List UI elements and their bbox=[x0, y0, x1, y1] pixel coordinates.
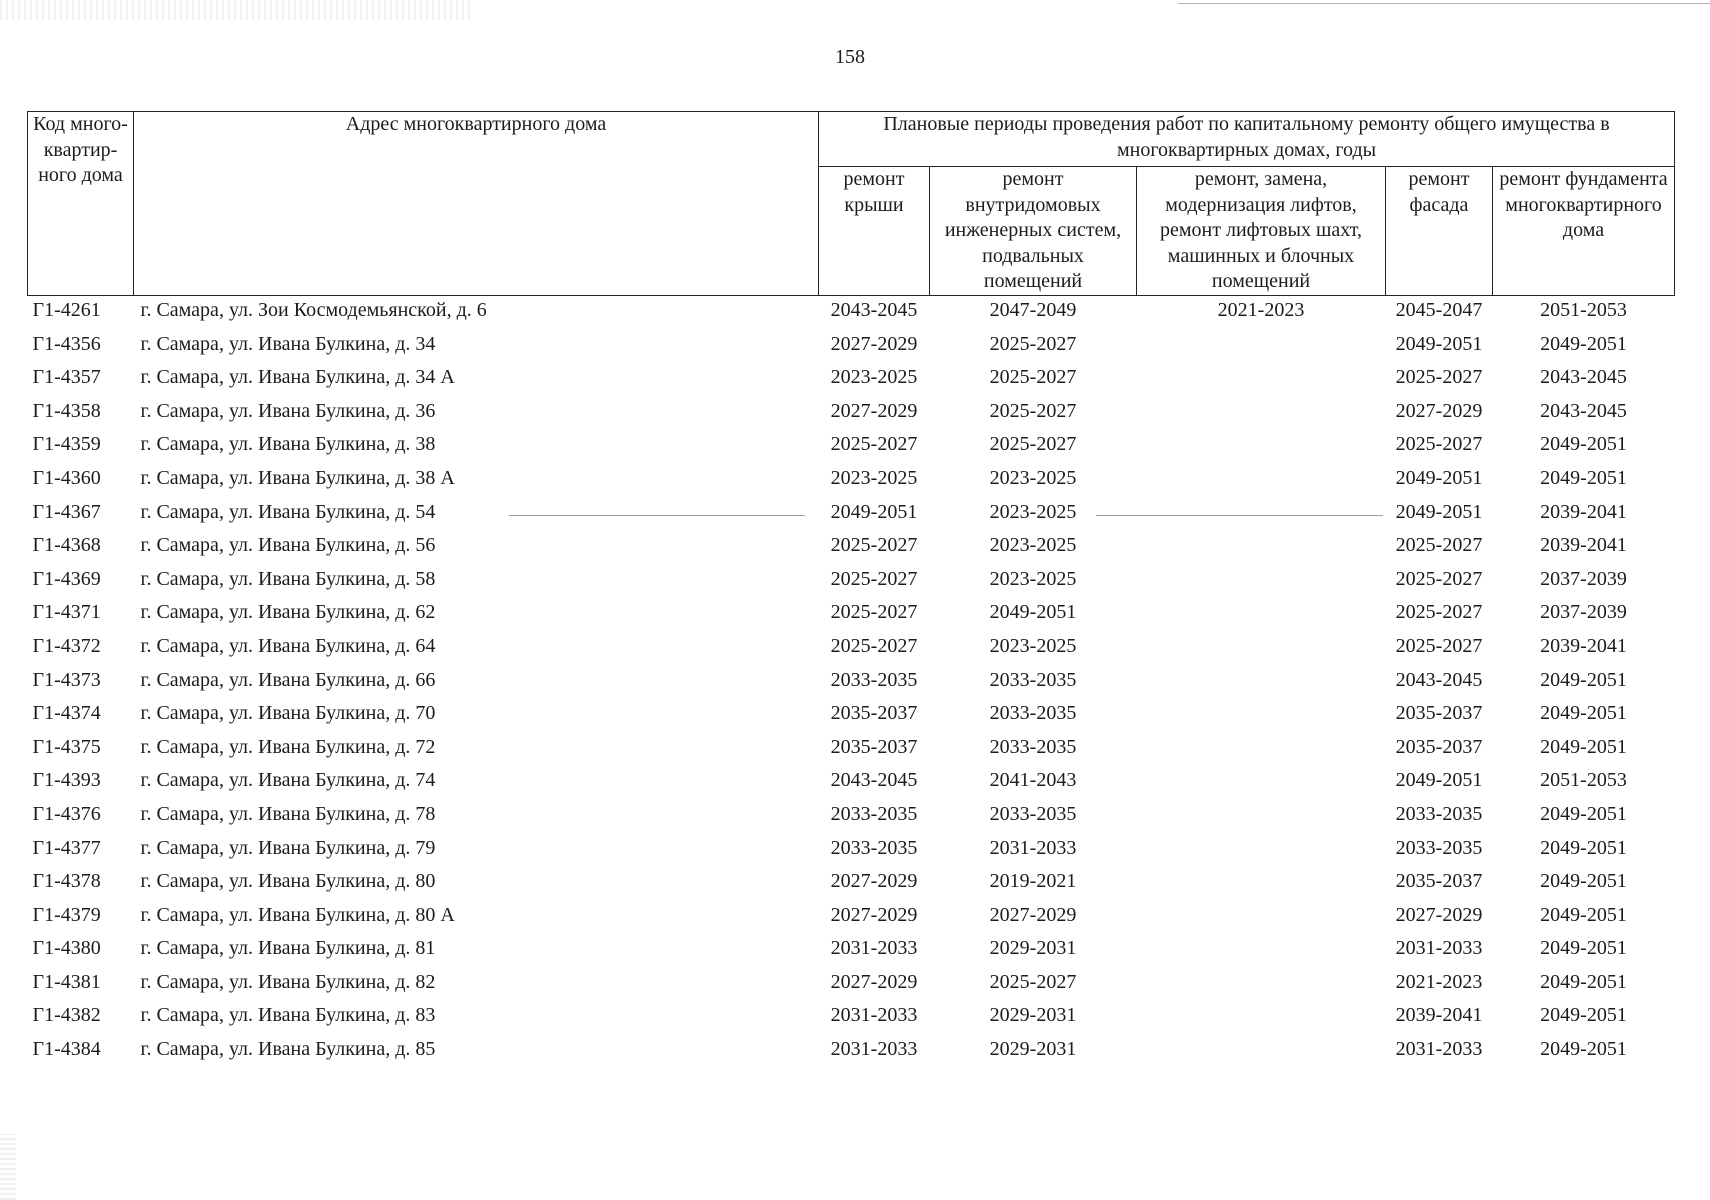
cell-engineering: 2047-2049 bbox=[989, 299, 1077, 321]
cell-elevators bbox=[1137, 430, 1386, 464]
cell-facade: 2035-2037 bbox=[1395, 735, 1483, 758]
table-row bbox=[28, 464, 1675, 498]
cell-foundation: 2043-2045 bbox=[1540, 399, 1627, 422]
cell-engineering: 2031-2033 bbox=[989, 836, 1077, 859]
cell-elevators bbox=[1137, 934, 1386, 968]
cell-foundation: 2039-2041 bbox=[1540, 500, 1627, 523]
table-row bbox=[28, 800, 1675, 834]
cell-foundation: 2049-2051 bbox=[1540, 466, 1627, 489]
cell-code: Г1-4379 bbox=[32, 903, 101, 926]
header-line: подвальных bbox=[982, 244, 1084, 267]
cell-address: г. Самара, ул. Ивана Булкина, д. 80 bbox=[140, 870, 436, 893]
cell-engineering: 2025-2027 bbox=[989, 970, 1077, 993]
scan-noise bbox=[0, 1134, 16, 1200]
table-row bbox=[28, 498, 1675, 532]
capital-repair-schedule-table bbox=[27, 111, 1675, 1069]
cell-facade: 2025-2027 bbox=[1395, 433, 1483, 456]
cell-foundation: 2049-2051 bbox=[1540, 735, 1627, 758]
header-line: Плановые периоды проведения работ по капитальному ремонту общего имущества в bbox=[883, 113, 1610, 135]
cell-roof: 2033-2035 bbox=[830, 802, 918, 825]
cell-elevators bbox=[1137, 800, 1386, 834]
cell-facade: 2049-2051 bbox=[1395, 466, 1483, 489]
cell-engineering: 2033-2035 bbox=[989, 668, 1077, 691]
cell-facade: 2033-2035 bbox=[1395, 802, 1483, 825]
header-line: ремонт bbox=[1002, 168, 1064, 190]
cell-code: Г1-4369 bbox=[32, 567, 101, 590]
cell-engineering: 2049-2051 bbox=[989, 601, 1077, 624]
cell-facade: 2049-2051 bbox=[1395, 769, 1483, 792]
cell-code: Г1-4357 bbox=[32, 366, 101, 389]
cell-address: г. Самара, ул. Ивана Булкина, д. 54 bbox=[140, 500, 436, 523]
cell-roof: 2027-2029 bbox=[830, 399, 918, 422]
cell-foundation: 2049-2051 bbox=[1540, 332, 1627, 355]
cell-address: г. Самара, ул. Ивана Булкина, д. 85 bbox=[140, 1038, 436, 1061]
cell-engineering: 2029-2031 bbox=[989, 1038, 1077, 1061]
table-row bbox=[28, 968, 1675, 1002]
cell-elevators bbox=[1137, 834, 1386, 868]
cell-elevators bbox=[1137, 632, 1386, 666]
cell-roof: 2025-2027 bbox=[830, 534, 918, 557]
table-row bbox=[28, 598, 1675, 632]
cell-address: г. Самара, ул. Ивана Булкина, д. 80 А bbox=[140, 903, 455, 926]
cell-code: Г1-4373 bbox=[32, 668, 101, 691]
scan-line bbox=[1096, 515, 1383, 516]
cell-elevators bbox=[1137, 598, 1386, 632]
cell-code: Г1-4368 bbox=[32, 534, 101, 557]
cell-elevators bbox=[1137, 565, 1386, 599]
cell-code: Г1-4371 bbox=[32, 601, 101, 624]
cell-foundation: 2037-2039 bbox=[1540, 567, 1627, 590]
cell-foundation: 2049-2051 bbox=[1540, 937, 1627, 960]
table-row bbox=[28, 733, 1675, 767]
cell-elevators bbox=[1137, 464, 1386, 498]
cell-address: г. Самара, ул. Ивана Булкина, д. 81 bbox=[140, 937, 436, 960]
header-periods bbox=[819, 112, 1675, 167]
cell-facade: 2025-2027 bbox=[1395, 567, 1483, 590]
header-line: модернизация лифтов, bbox=[1165, 193, 1357, 216]
cell-engineering: 2023-2025 bbox=[989, 500, 1077, 523]
cell-roof: 2025-2027 bbox=[830, 433, 918, 456]
cell-roof: 2025-2027 bbox=[830, 601, 918, 624]
cell-engineering: 2027-2029 bbox=[989, 903, 1077, 926]
scan-line bbox=[1178, 3, 1710, 4]
header-line: ремонт bbox=[843, 168, 905, 190]
cell-elevators bbox=[1137, 397, 1386, 431]
table-row bbox=[28, 330, 1675, 364]
table-row bbox=[28, 565, 1675, 599]
header-line: ремонт лифтовых шахт, bbox=[1160, 219, 1362, 242]
cell-roof: 2043-2045 bbox=[830, 769, 918, 792]
cell-address: г. Самара, ул. Ивана Булкина, д. 72 bbox=[140, 735, 436, 758]
cell-engineering: 2023-2025 bbox=[989, 534, 1077, 557]
table-row bbox=[28, 531, 1675, 565]
cell-engineering: 2033-2035 bbox=[989, 702, 1077, 725]
header-facade bbox=[1386, 167, 1493, 296]
cell-roof: 2049-2051 bbox=[830, 500, 918, 523]
cell-foundation: 2051-2053 bbox=[1540, 769, 1627, 792]
cell-foundation: 2049-2051 bbox=[1540, 802, 1627, 825]
cell-elevators bbox=[1137, 867, 1386, 901]
cell-elevators bbox=[1137, 363, 1386, 397]
cell-code: Г1-4358 bbox=[32, 399, 101, 422]
cell-elevators bbox=[1137, 531, 1386, 565]
cell-roof: 2033-2035 bbox=[830, 836, 918, 859]
cell-address: г. Самара, ул. Ивана Булкина, д. 58 bbox=[140, 567, 436, 590]
cell-foundation: 2049-2051 bbox=[1540, 433, 1627, 456]
cell-code: Г1-4359 bbox=[32, 433, 101, 456]
table-row bbox=[28, 632, 1675, 666]
cell-foundation: 2049-2051 bbox=[1540, 870, 1627, 893]
header-line: машинных и блочных bbox=[1167, 244, 1355, 267]
cell-facade: 2025-2027 bbox=[1395, 634, 1483, 657]
cell-facade: 2035-2037 bbox=[1395, 702, 1483, 725]
cell-engineering: 2023-2025 bbox=[989, 466, 1077, 489]
cell-code: Г1-4375 bbox=[32, 735, 101, 758]
table-row bbox=[28, 834, 1675, 868]
cell-roof: 2031-2033 bbox=[830, 1004, 918, 1027]
cell-foundation: 2049-2051 bbox=[1540, 970, 1627, 993]
cell-roof: 2035-2037 bbox=[830, 702, 918, 725]
cell-foundation: 2049-2051 bbox=[1540, 702, 1627, 725]
table-row bbox=[28, 699, 1675, 733]
cell-roof: 2027-2029 bbox=[830, 970, 918, 993]
cell-roof: 2025-2027 bbox=[830, 634, 918, 657]
cell-engineering: 2041-2043 bbox=[989, 769, 1077, 792]
cell-elevators: 2021-2023 bbox=[1217, 299, 1305, 321]
table-row bbox=[28, 934, 1675, 968]
header-line: квартир- bbox=[43, 138, 118, 161]
cell-engineering: 2025-2027 bbox=[989, 332, 1077, 355]
scan-noise bbox=[0, 0, 470, 20]
header-line: Адрес многоквартирного дома bbox=[345, 113, 607, 135]
cell-foundation: 2049-2051 bbox=[1540, 1038, 1627, 1061]
cell-facade: 2027-2029 bbox=[1395, 903, 1483, 926]
cell-roof: 2023-2025 bbox=[830, 466, 918, 489]
cell-address: г. Самара, ул. Ивана Булкина, д. 83 bbox=[140, 1004, 436, 1027]
cell-facade: 2021-2023 bbox=[1395, 970, 1483, 993]
cell-code: Г1-4384 bbox=[32, 1038, 101, 1061]
cell-engineering: 2025-2027 bbox=[989, 433, 1077, 456]
header-roof bbox=[819, 167, 930, 296]
header-line: Код много- bbox=[33, 113, 128, 135]
cell-facade: 2027-2029 bbox=[1395, 399, 1483, 422]
cell-code: Г1-4376 bbox=[32, 802, 101, 825]
cell-code: Г1-4393 bbox=[32, 769, 101, 792]
header-line: ремонт фундамента bbox=[1499, 168, 1668, 190]
cell-engineering: 2025-2027 bbox=[989, 399, 1077, 422]
header-line: ремонт, замена, bbox=[1194, 168, 1328, 190]
cell-facade: 2031-2033 bbox=[1395, 1038, 1483, 1061]
cell-engineering: 2029-2031 bbox=[989, 937, 1077, 960]
table-row bbox=[28, 766, 1675, 800]
table-row bbox=[28, 296, 1675, 330]
cell-address: г. Самара, ул. Ивана Булкина, д. 34 bbox=[140, 332, 436, 355]
cell-engineering: 2029-2031 bbox=[989, 1004, 1077, 1027]
cell-elevators bbox=[1137, 699, 1386, 733]
cell-facade: 2049-2051 bbox=[1395, 500, 1483, 523]
table-header bbox=[28, 112, 1675, 296]
cell-roof: 2031-2033 bbox=[830, 1038, 918, 1061]
cell-roof: 2033-2035 bbox=[830, 668, 918, 691]
table-body bbox=[28, 296, 1675, 1069]
cell-address: г. Самара, ул. Ивана Булкина, д. 78 bbox=[140, 802, 436, 825]
cell-code: Г1-4356 bbox=[32, 332, 101, 355]
cell-code: Г1-4378 bbox=[32, 870, 101, 893]
cell-address: г. Самара, ул. Ивана Булкина, д. 38 bbox=[140, 433, 436, 456]
cell-foundation: 2049-2051 bbox=[1540, 836, 1627, 859]
header-line: внутридомовых bbox=[965, 193, 1101, 216]
cell-code: Г1-4380 bbox=[32, 937, 101, 960]
table-row bbox=[28, 867, 1675, 901]
cell-roof: 2027-2029 bbox=[830, 870, 918, 893]
cell-foundation: 2049-2051 bbox=[1540, 1004, 1627, 1027]
cell-code: Г1-4374 bbox=[32, 702, 101, 725]
header-line: ного дома bbox=[38, 164, 123, 187]
scan-line bbox=[509, 515, 805, 516]
table-row bbox=[28, 1001, 1675, 1035]
table-row bbox=[28, 363, 1675, 397]
cell-roof: 2031-2033 bbox=[830, 937, 918, 960]
cell-roof: 2035-2037 bbox=[830, 735, 918, 758]
cell-elevators bbox=[1137, 1001, 1386, 1035]
cell-address: г. Самара, ул. Ивана Булкина, д. 79 bbox=[140, 836, 436, 859]
cell-facade: 2031-2033 bbox=[1395, 937, 1483, 960]
cell-elevators bbox=[1137, 1035, 1386, 1069]
cell-foundation: 2049-2051 bbox=[1540, 903, 1627, 926]
header-address bbox=[134, 112, 819, 296]
cell-elevators bbox=[1137, 733, 1386, 767]
cell-foundation: 2043-2045 bbox=[1540, 366, 1627, 389]
cell-elevators bbox=[1137, 968, 1386, 1002]
table-row bbox=[28, 666, 1675, 700]
header-line: помещений bbox=[983, 270, 1083, 293]
cell-foundation: 2051-2053 bbox=[1540, 299, 1627, 321]
cell-engineering: 2033-2035 bbox=[989, 735, 1077, 758]
cell-address: г. Самара, ул. Ивана Булкина, д. 38 А bbox=[140, 466, 455, 489]
cell-address: г. Самара, ул. Ивана Булкина, д. 82 bbox=[140, 970, 436, 993]
cell-foundation: 2039-2041 bbox=[1540, 634, 1627, 657]
cell-address: г. Самара, ул. Зои Космодемьянской, д. 6 bbox=[140, 299, 487, 321]
cell-foundation: 2039-2041 bbox=[1540, 534, 1627, 557]
cell-roof: 2043-2045 bbox=[830, 299, 918, 321]
cell-facade: 2049-2051 bbox=[1395, 332, 1483, 355]
cell-roof: 2023-2025 bbox=[830, 366, 918, 389]
cell-elevators bbox=[1137, 330, 1386, 364]
cell-elevators bbox=[1137, 666, 1386, 700]
cell-foundation: 2049-2051 bbox=[1540, 668, 1627, 691]
header-elevators bbox=[1137, 167, 1386, 296]
page-number: 158 bbox=[835, 46, 865, 68]
cell-foundation: 2037-2039 bbox=[1540, 601, 1627, 624]
header-row bbox=[28, 112, 1675, 167]
header-line: фасада bbox=[1409, 193, 1469, 216]
cell-facade: 2033-2035 bbox=[1395, 836, 1483, 859]
cell-engineering: 2019-2021 bbox=[989, 870, 1077, 893]
header-line: многоквартирных домах, годы bbox=[1116, 138, 1377, 161]
cell-facade: 2045-2047 bbox=[1395, 299, 1483, 321]
cell-address: г. Самара, ул. Ивана Булкина, д. 36 bbox=[140, 399, 436, 422]
header-line: инженерных систем, bbox=[944, 219, 1122, 242]
cell-roof: 2027-2029 bbox=[830, 332, 918, 355]
cell-code: Г1-4381 bbox=[32, 970, 101, 993]
cell-facade: 2025-2027 bbox=[1395, 601, 1483, 624]
cell-code: Г1-4367 bbox=[32, 500, 101, 523]
header-code bbox=[28, 112, 134, 296]
cell-facade: 2043-2045 bbox=[1395, 668, 1483, 691]
cell-code: Г1-4377 bbox=[32, 836, 101, 859]
cell-address: г. Самара, ул. Ивана Булкина, д. 34 А bbox=[140, 366, 455, 389]
table-row bbox=[28, 901, 1675, 935]
cell-engineering: 2025-2027 bbox=[989, 366, 1077, 389]
table-row bbox=[28, 397, 1675, 431]
header-line: крыши bbox=[844, 193, 904, 216]
cell-address: г. Самара, ул. Ивана Булкина, д. 64 bbox=[140, 634, 436, 657]
cell-address: г. Самара, ул. Ивана Булкина, д. 62 bbox=[140, 601, 436, 624]
cell-elevators bbox=[1137, 901, 1386, 935]
header-foundation bbox=[1493, 167, 1675, 296]
cell-roof: 2027-2029 bbox=[830, 903, 918, 926]
cell-engineering: 2033-2035 bbox=[989, 802, 1077, 825]
header-line: многоквартирного bbox=[1505, 193, 1662, 216]
cell-code: Г1-4382 bbox=[32, 1004, 101, 1027]
cell-facade: 2025-2027 bbox=[1395, 534, 1483, 557]
cell-facade: 2039-2041 bbox=[1395, 1004, 1483, 1027]
cell-roof: 2025-2027 bbox=[830, 567, 918, 590]
cell-engineering: 2023-2025 bbox=[989, 567, 1077, 590]
cell-address: г. Самара, ул. Ивана Булкина, д. 66 bbox=[140, 668, 436, 691]
header-line: ремонт bbox=[1408, 168, 1470, 190]
table-row bbox=[28, 430, 1675, 464]
header-line: дома bbox=[1562, 219, 1605, 242]
table-row bbox=[28, 1035, 1675, 1069]
cell-code: Г1-4372 bbox=[32, 634, 101, 657]
cell-elevators bbox=[1137, 766, 1386, 800]
cell-facade: 2025-2027 bbox=[1395, 366, 1483, 389]
cell-address: г. Самара, ул. Ивана Булкина, д. 74 bbox=[140, 769, 436, 792]
cell-address: г. Самара, ул. Ивана Булкина, д. 56 bbox=[140, 534, 436, 557]
cell-address: г. Самара, ул. Ивана Булкина, д. 70 bbox=[140, 702, 436, 725]
cell-facade: 2035-2037 bbox=[1395, 870, 1483, 893]
cell-code: Г1-4261 bbox=[32, 299, 101, 321]
header-engineering bbox=[930, 167, 1137, 296]
header-line: помещений bbox=[1211, 270, 1311, 293]
cell-engineering: 2023-2025 bbox=[989, 634, 1077, 657]
cell-code: Г1-4360 bbox=[32, 466, 101, 489]
